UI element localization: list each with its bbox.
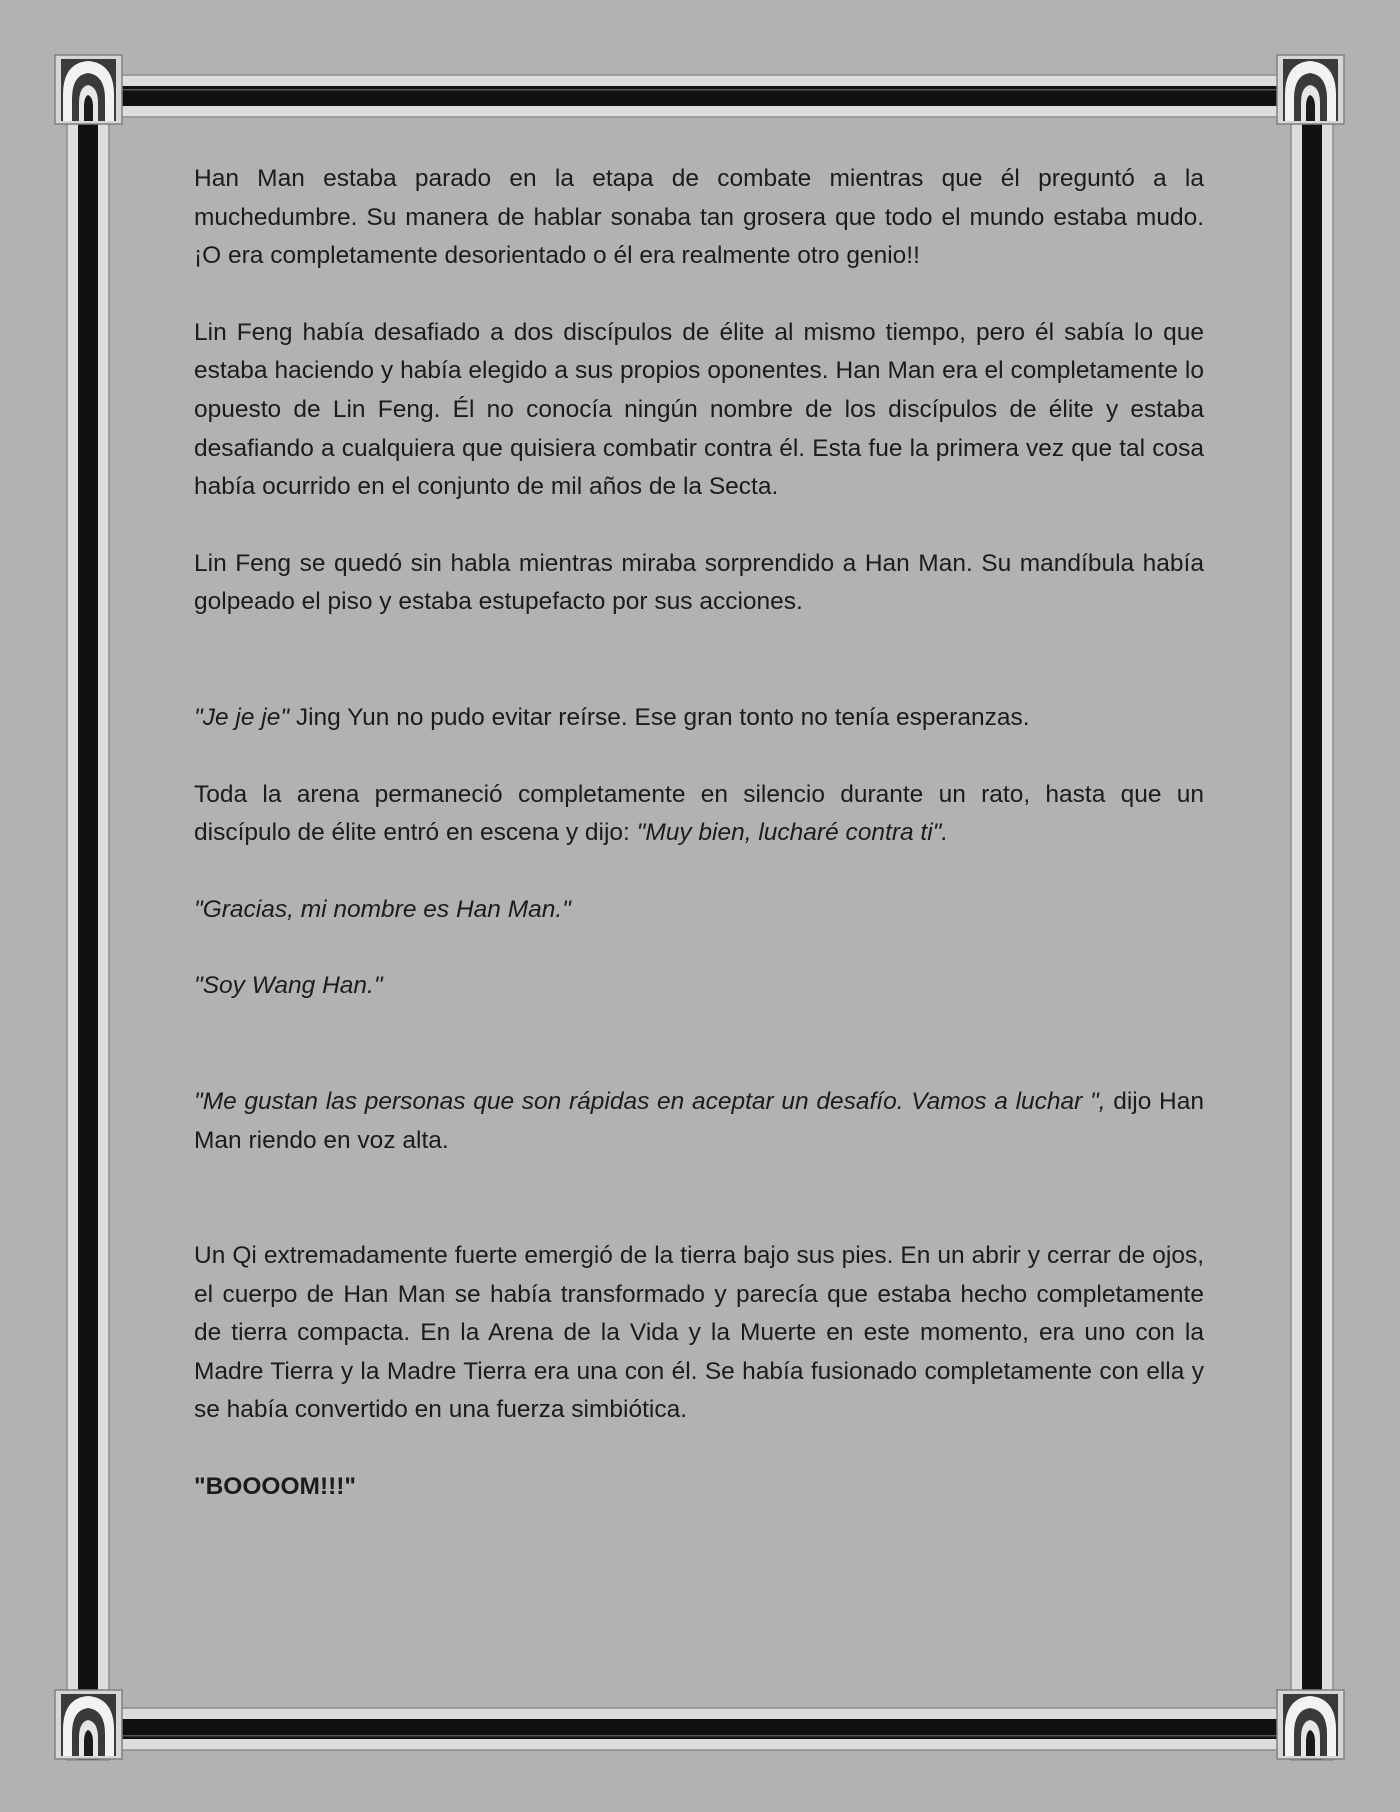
page-body-text: [194, 160, 1204, 1507]
top-border-band: [108, 75, 1283, 117]
bottom-border-band: [108, 1708, 1283, 1750]
paragraph: [194, 1083, 1204, 1160]
text-run: "BOOOOM!!!": [194, 1473, 357, 1501]
text-run: Lin Feng había desafiado a dos discípulos de élite al mismo tiempo, pero él sabía lo que estaba haciendo y había elegido a sus propios oponentes. Han Man era el completamente lo opuesto de Lin Feng. Él no conocía ningún nombre de los discípulos de élite y estaba desafiando a cualquiera que quisiera combatir contra él. Esta fue la primera vez que tal cosa había ocurrido en el conjunto de mil años de la Secta.: [194, 318, 1204, 501]
text-run: Han Man estaba parado en la etapa de combate mientras que él preguntó a la muchedumbre. Su manera de hablar sonaba tan grosera que todo el mundo estaba mudo. ¡O era completamente desorientado o él era realmente otro genio!!: [194, 165, 1204, 270]
paragraph: [194, 1237, 1204, 1430]
paragraph: [194, 314, 1204, 507]
text-run: Toda la arena permaneció completamente en silencio durante un rato, hasta que un discípulo de élite entró en escena y dijo:: [194, 780, 1204, 847]
paragraph: [194, 699, 1204, 738]
corner-ornament-bottom-left: [55, 1690, 122, 1759]
paragraph: [194, 967, 1204, 1006]
text-run: Un Qi extremadamente fuerte emergió de la tierra bajo sus pies. En un abrir y cerrar de ojos, el cuerpo de Han Man se había transformado y parecía que estaba hecho completamente de tierra compacta. En la Arena de la Vida y la Muerte en este momento, era uno con la Madre Tierra y la Madre Tierra era una con él. Se había fusionado completamente con ella y se había convertido en una fuerza simbiótica.: [194, 1242, 1204, 1424]
paragraph: [194, 891, 1204, 930]
text-run: "Muy bien, lucharé contra ti".: [636, 819, 949, 847]
text-run: "Je je je": [194, 703, 290, 731]
text-run: "Me gustan las personas que son rápidas en aceptar un desafío. Vamos a luchar ",: [194, 1087, 1106, 1115]
text-run: Lin Feng se quedó sin habla mientras miraba sorprendido a Han Man. Su mandíbula había golpeado el piso y estaba estupefacto por sus acciones.: [194, 549, 1204, 616]
corner-ornament-top-left: [55, 55, 122, 124]
text-run: dijo Han Man riendo en voz alta.: [194, 1087, 1204, 1154]
left-border-band: [67, 120, 109, 1760]
paragraph: [194, 1468, 1204, 1507]
text-run: "Soy Wang Han.": [194, 972, 383, 1000]
right-border-band: [1291, 120, 1333, 1760]
text-run: "Gracias, mi nombre es Han Man.": [194, 895, 571, 923]
corner-ornament-bottom-right: [1277, 1690, 1344, 1759]
text-run: Jing Yun no pudo evitar reírse. Ese gran tonto no tenía esperanzas.: [289, 703, 1030, 731]
corner-ornament-top-right: [1277, 55, 1344, 124]
paragraph: [194, 545, 1204, 622]
paragraph: [194, 160, 1204, 276]
paragraph: [194, 776, 1204, 853]
